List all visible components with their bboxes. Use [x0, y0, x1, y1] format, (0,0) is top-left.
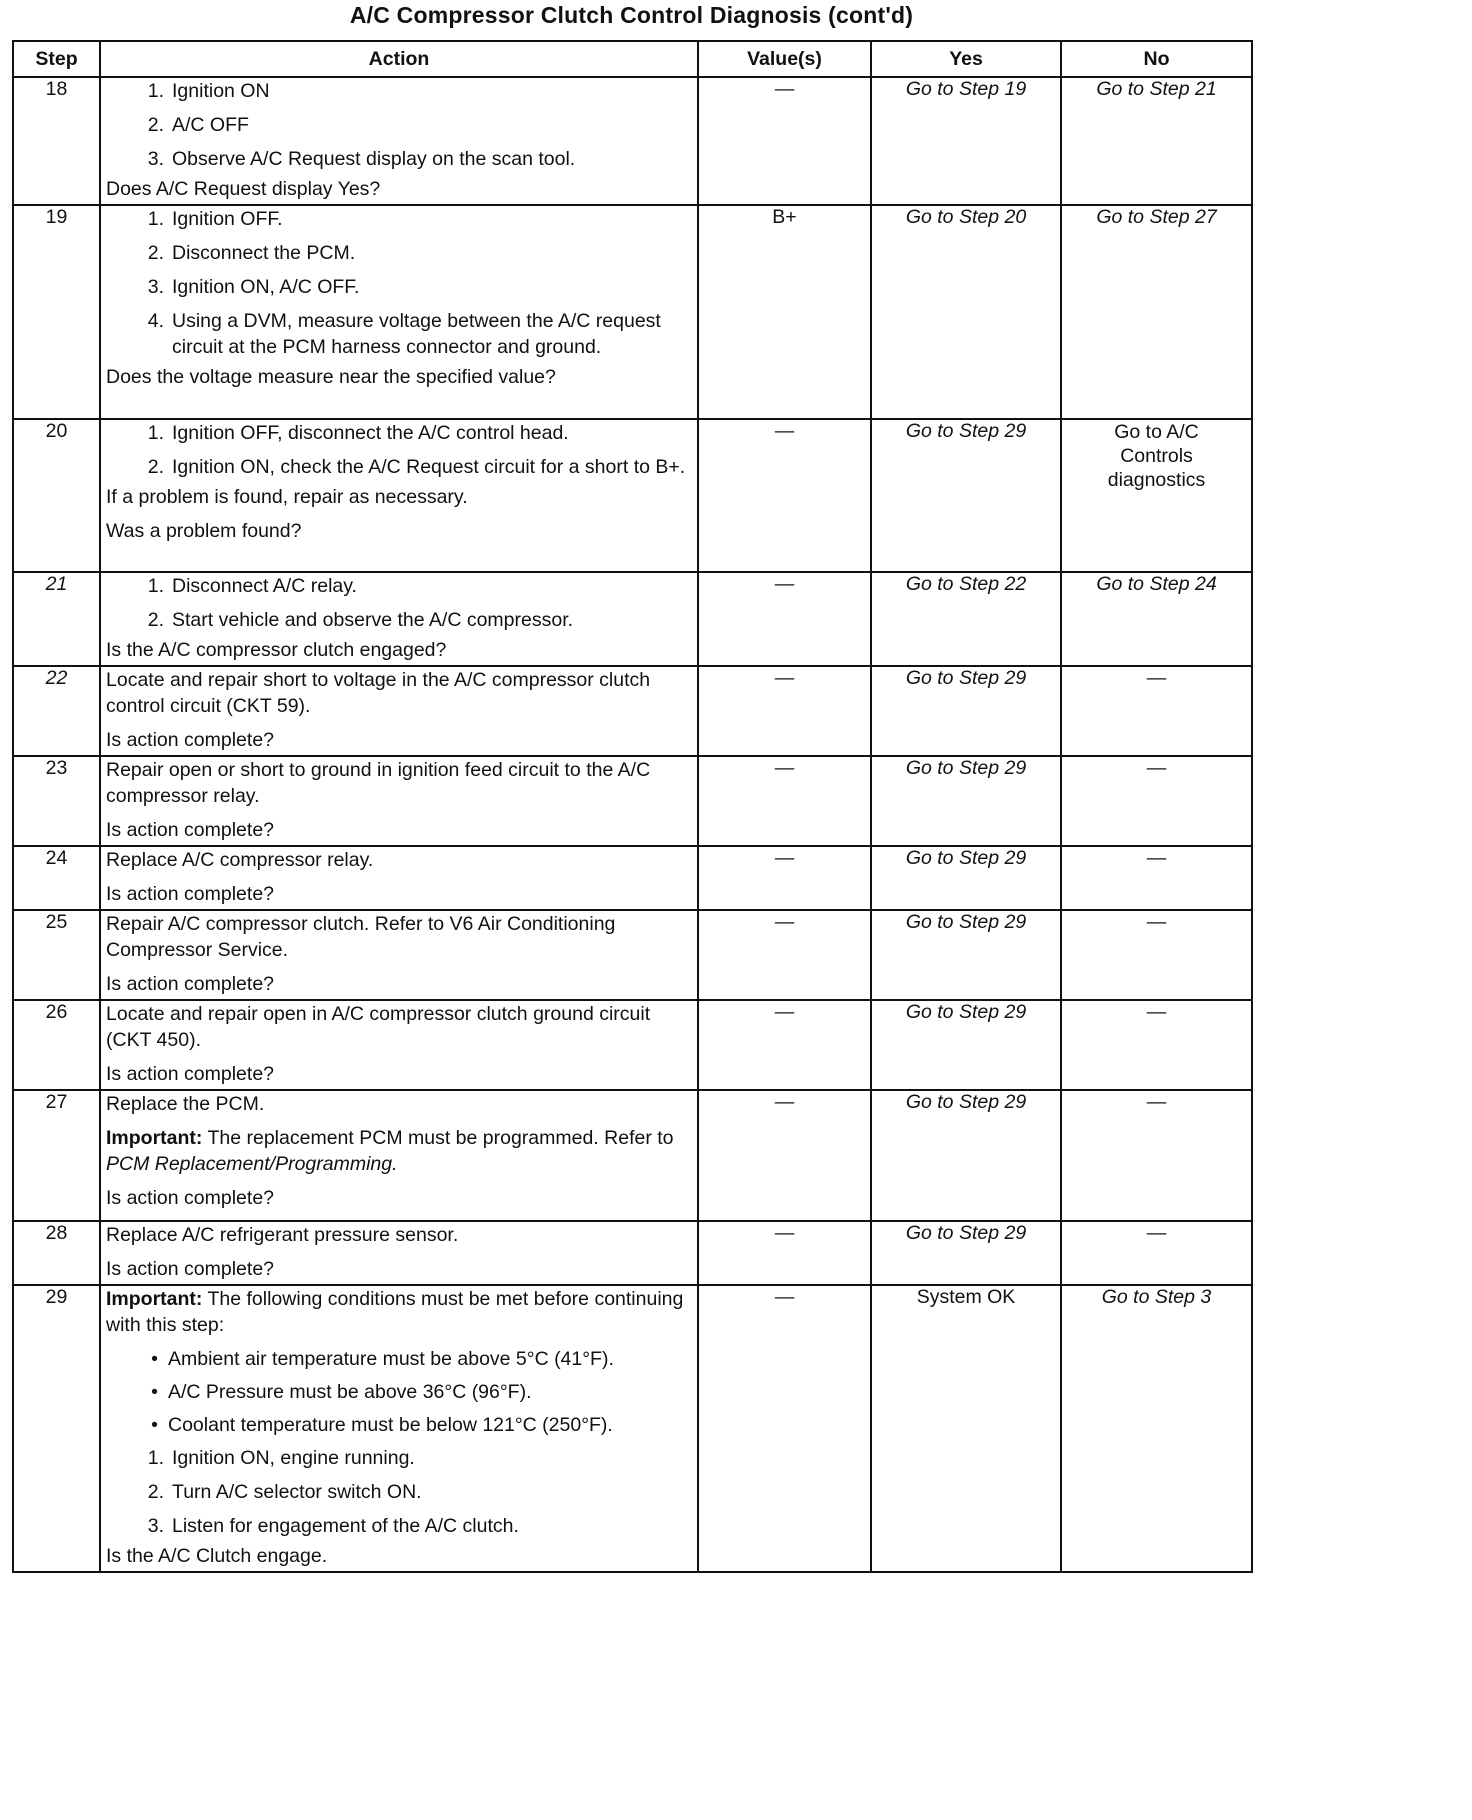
table-row — [13, 1000, 1252, 1090]
yes-cell: Go to Step 19 — [871, 77, 1061, 205]
list-item: 1. Ignition OFF, disconnect the A/C control head. — [147, 422, 569, 444]
action-text: Replace A/C refrigerant pressure sensor. — [106, 1224, 459, 1246]
table-row — [13, 1090, 1252, 1221]
action-cell — [100, 1000, 698, 1090]
action-question: Is action complete? — [106, 1187, 275, 1209]
action-text: Repair open or short to ground in ignition feed circuit to the A/C compressor relay. — [106, 759, 651, 807]
list-item: 1. Ignition ON, engine running. — [147, 1447, 415, 1469]
action-cell — [100, 666, 698, 756]
table-row — [13, 666, 1252, 756]
table-row — [13, 77, 1252, 205]
action-text: Locate and repair short to voltage in the A/C compressor clutch control circuit (CKT 59). — [106, 669, 651, 717]
action-cell — [100, 1285, 698, 1572]
list-item: 4. Using a DVM, measure voltage between the A/C request circuit at the PCM harness connector and ground. — [147, 310, 661, 358]
list-item: • Coolant temperature must be below 121°C (250°F). — [151, 1414, 613, 1436]
action-text: Replace the PCM. — [106, 1093, 265, 1115]
header-yes: Yes — [871, 41, 1061, 77]
no-cell: — — [1061, 846, 1252, 910]
yes-cell: Go to Step 22 — [871, 572, 1061, 666]
value-cell: — — [698, 1090, 871, 1221]
no-cell: Go to Step 3 — [1061, 1285, 1252, 1572]
action-cell — [100, 1221, 698, 1285]
action-question: Is action complete? — [106, 819, 275, 841]
yes-cell: Go to Step 29 — [871, 1090, 1061, 1221]
yes-cell: Go to Step 29 — [871, 846, 1061, 910]
list-item: 3. Listen for engagement of the A/C clutch. — [147, 1515, 519, 1537]
no-cell: — — [1061, 1000, 1252, 1090]
table-row — [13, 910, 1252, 1000]
action-cell — [100, 77, 698, 205]
action-cell — [100, 910, 698, 1000]
header-values: Value(s) — [698, 41, 871, 77]
list-item: 2. Disconnect the PCM. — [147, 242, 356, 264]
list-item: 2. Start vehicle and observe the A/C compressor. — [147, 609, 574, 631]
yes-cell: Go to Step 29 — [871, 910, 1061, 1000]
table-row — [13, 846, 1252, 910]
header-no: No — [1061, 41, 1252, 77]
action-cell — [100, 756, 698, 846]
list-item: 3. Observe A/C Request display on the scan tool. — [147, 148, 576, 170]
value-cell: — — [698, 77, 871, 205]
step-number: 27 — [13, 1090, 100, 1221]
action-question: Is the A/C compressor clutch engaged? — [106, 639, 447, 661]
action-question: Is the A/C Clutch engage. — [106, 1545, 328, 1567]
value-cell: B+ — [698, 205, 871, 419]
no-cell: — — [1061, 1090, 1252, 1221]
header-action: Action — [100, 41, 698, 77]
step-number: 21 — [13, 572, 100, 666]
action-cell — [100, 419, 698, 572]
action-note: If a problem is found, repair as necessary. — [106, 486, 468, 508]
action-question: Does A/C Request display Yes? — [106, 178, 381, 200]
action-cell — [100, 205, 698, 419]
important-note: Important: The replacement PCM must be programmed. Refer to PCM Replacement/Programming. — [106, 1127, 674, 1175]
action-cell — [100, 1090, 698, 1221]
action-question: Is action complete? — [106, 1258, 275, 1280]
table-row — [13, 1221, 1252, 1285]
action-text: Replace A/C compressor relay. — [106, 849, 374, 871]
value-cell: — — [698, 1285, 871, 1572]
yes-cell: Go to Step 29 — [871, 419, 1061, 572]
list-item: • A/C Pressure must be above 36°C (96°F). — [151, 1381, 532, 1403]
no-cell: Go to Step 27 — [1061, 205, 1252, 419]
action-question: Does the voltage measure near the specified value? — [106, 366, 556, 388]
step-number: 23 — [13, 756, 100, 846]
value-cell: — — [698, 419, 871, 572]
action-text: Locate and repair open in A/C compressor clutch ground circuit (CKT 450). — [106, 1003, 651, 1051]
value-cell: — — [698, 756, 871, 846]
list-item: 2. Ignition ON, check the A/C Request circuit for a short to B+. — [147, 456, 686, 478]
step-number: 25 — [13, 910, 100, 1000]
header-step: Step — [13, 41, 100, 77]
step-number: 19 — [13, 205, 100, 419]
value-cell: — — [698, 572, 871, 666]
value-cell: — — [698, 910, 871, 1000]
yes-cell: Go to Step 29 — [871, 756, 1061, 846]
list-item: 1. Ignition OFF. — [147, 208, 283, 230]
step-number: 20 — [13, 419, 100, 572]
table-row — [13, 572, 1252, 666]
action-cell — [100, 846, 698, 910]
list-item: 2. Turn A/C selector switch ON. — [147, 1481, 422, 1503]
yes-cell: Go to Step 29 — [871, 1221, 1061, 1285]
no-cell: — — [1061, 1221, 1252, 1285]
table-row — [13, 1285, 1252, 1572]
no-cell: — — [1061, 666, 1252, 756]
table-row — [13, 756, 1252, 846]
step-number: 29 — [13, 1285, 100, 1572]
page-title: A/C Compressor Clutch Control Diagnosis (cont'd) — [349, 2, 914, 28]
action-question: Is action complete? — [106, 729, 275, 751]
no-cell: — — [1061, 910, 1252, 1000]
step-number: 28 — [13, 1221, 100, 1285]
no-cell: Go to Step 21 — [1061, 77, 1252, 205]
list-item: 3. Ignition ON, A/C OFF. — [147, 276, 360, 298]
list-item: 1. Disconnect A/C relay. — [147, 575, 357, 597]
list-item: 2. A/C OFF — [147, 114, 249, 136]
action-question: Was a problem found? — [106, 520, 302, 542]
no-cell: — — [1061, 756, 1252, 846]
value-cell: — — [698, 846, 871, 910]
action-cell — [100, 572, 698, 666]
list-item: 1. Ignition ON — [147, 80, 270, 102]
value-cell: — — [698, 666, 871, 756]
diagnosis-table — [12, 40, 1253, 1573]
yes-cell: Go to Step 29 — [871, 666, 1061, 756]
step-number: 22 — [13, 666, 100, 756]
table-row — [13, 205, 1252, 419]
action-question: Is action complete? — [106, 973, 275, 995]
step-number: 26 — [13, 1000, 100, 1090]
value-cell: — — [698, 1000, 871, 1090]
list-item: • Ambient air temperature must be above 5°C (41°F). — [151, 1348, 614, 1370]
header-row — [13, 41, 1252, 77]
table-row — [13, 419, 1252, 572]
yes-cell: Go to Step 29 — [871, 1000, 1061, 1090]
yes-cell: Go to Step 20 — [871, 205, 1061, 419]
action-question: Is action complete? — [106, 1063, 275, 1085]
value-cell: — — [698, 1221, 871, 1285]
reference-link-text: PCM Replacement/Programming. — [106, 1153, 398, 1175]
yes-cell: System OK — [871, 1285, 1061, 1572]
step-number: 24 — [13, 846, 100, 910]
no-cell: Go to A/C Controls diagnostics — [1061, 419, 1252, 572]
important-note: Important: The following conditions must be met before continuing with this step: — [106, 1288, 684, 1336]
action-question: Is action complete? — [106, 883, 275, 905]
action-text: Repair A/C compressor clutch. Refer to V6 Air Conditioning Compressor Service. — [106, 913, 616, 961]
step-number: 18 — [13, 77, 100, 205]
no-cell: Go to Step 24 — [1061, 572, 1252, 666]
